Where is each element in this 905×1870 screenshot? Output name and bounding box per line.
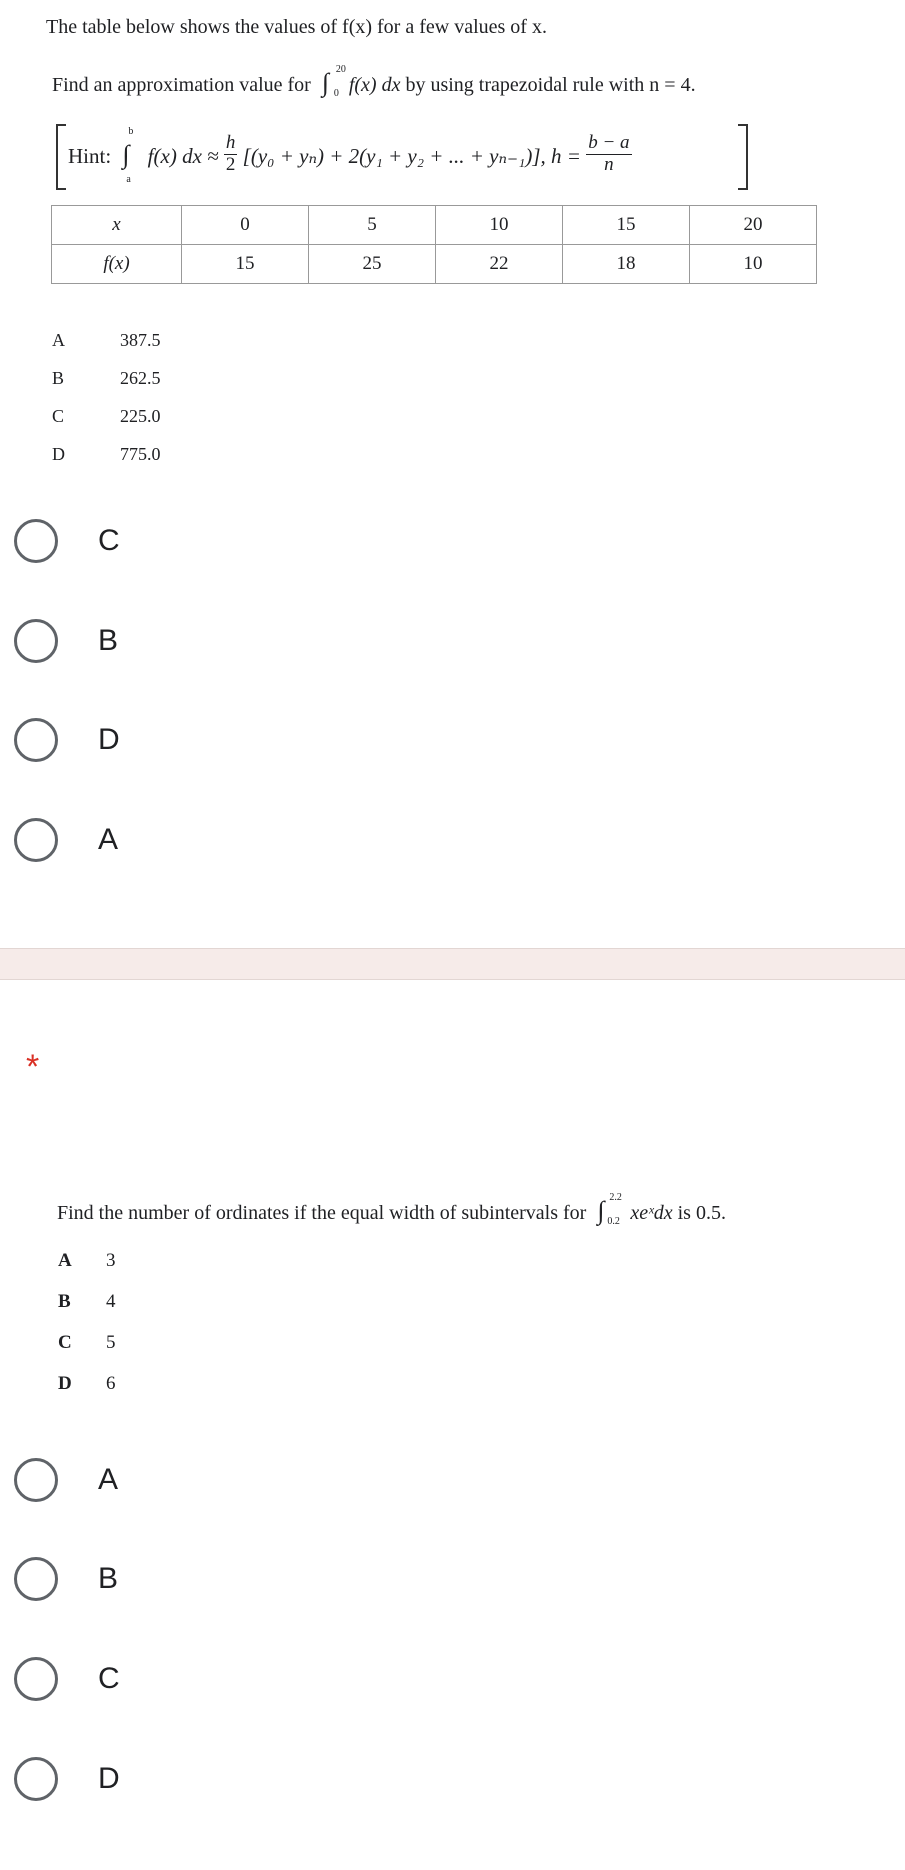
- radio-circle-icon[interactable]: [14, 519, 58, 563]
- x-value: 10: [436, 206, 563, 245]
- choice-value: 4: [106, 1291, 116, 1312]
- radio-circle-icon[interactable]: [14, 718, 58, 762]
- choice-value: 5: [106, 1332, 116, 1353]
- q2-radio-option-d[interactable]: [14, 1753, 120, 1805]
- q2-upper-limit: 2.2: [609, 1192, 622, 1203]
- row-f-label: f(x): [52, 245, 182, 284]
- radio-label: D: [98, 1762, 120, 1795]
- q2-choice-text: [58, 1250, 116, 1272]
- choice-letter: D: [52, 444, 65, 464]
- radio-circle-icon[interactable]: [14, 1557, 58, 1601]
- f-value: 25: [309, 245, 436, 284]
- choice-letter: B: [58, 1291, 71, 1312]
- x-value: 5: [309, 206, 436, 245]
- choice-value: 775.0: [120, 444, 161, 464]
- x-value: 0: [182, 206, 309, 245]
- radio-circle-icon[interactable]: [14, 1757, 58, 1801]
- values-table: [51, 205, 817, 284]
- q1-find-pre: Find an approximation value for: [52, 74, 311, 96]
- section-divider: [0, 948, 905, 980]
- choice-letter: A: [52, 330, 65, 350]
- q2-choice-text: [58, 1332, 116, 1354]
- q1-integral: ∫ 20 0: [321, 64, 346, 99]
- q1-radio-option-d[interactable]: [14, 714, 120, 766]
- q1-choice-text: [52, 368, 161, 389]
- hint-integral: ∫ b a: [122, 126, 134, 185]
- choice-value: 6: [106, 1373, 116, 1394]
- hint-upper-limit: b: [128, 126, 134, 137]
- q1-choice-text: [52, 406, 161, 427]
- choice-letter: D: [58, 1373, 72, 1394]
- x-value: 15: [563, 206, 690, 245]
- radio-label: C: [98, 1662, 120, 1695]
- hint-width-formula: [586, 133, 631, 176]
- q1-upper-limit: 20: [335, 64, 346, 75]
- table-row: [52, 245, 817, 284]
- q1-choice-text: [52, 330, 161, 351]
- q2-radio-option-c[interactable]: [14, 1653, 120, 1705]
- hint-h: h: [225, 131, 236, 153]
- choice-letter: C: [52, 406, 65, 426]
- required-marker: *: [26, 1048, 40, 1086]
- q1-integrand: f(x) dx: [348, 74, 401, 96]
- choice-value: 387.5: [120, 330, 161, 350]
- radio-label: A: [98, 1463, 119, 1496]
- radio-label: C: [98, 524, 120, 557]
- f-value: 15: [182, 245, 309, 284]
- q2-prompt: [57, 1192, 726, 1227]
- q2-integral: ∫ 2.2 0.2: [597, 1192, 622, 1227]
- q2-radio-option-b[interactable]: [14, 1553, 118, 1605]
- q1-radio-option-b[interactable]: [14, 615, 118, 667]
- hint-left-bracket: [56, 124, 66, 190]
- choice-letter: A: [58, 1250, 72, 1271]
- q2-radio-option-a[interactable]: [14, 1454, 118, 1506]
- radio-circle-icon[interactable]: [14, 818, 58, 862]
- hint-rhs: [(y₀ + yₙ) + 2(y₁ + y₂ + ... + yₙ₋₁)], h =: [242, 144, 581, 168]
- f-value: 10: [690, 245, 817, 284]
- q1-radio-option-a[interactable]: [14, 814, 118, 866]
- choice-value: 3: [106, 1250, 116, 1271]
- radio-label: D: [98, 723, 120, 756]
- q1-choice-text: [52, 444, 161, 465]
- q2-find-pre: Find the number of ordinates if the equal width of subintervals for: [57, 1202, 587, 1224]
- choice-value: 262.5: [120, 368, 161, 388]
- q2-integrand: xeˣdx: [630, 1202, 673, 1224]
- q2-choice-text: [58, 1291, 116, 1313]
- radio-circle-icon[interactable]: [14, 1458, 58, 1502]
- hint-denominator: n: [604, 153, 614, 175]
- q1-lower-limit: 0: [333, 88, 339, 99]
- choice-letter: C: [58, 1332, 72, 1353]
- choice-letter: B: [52, 368, 65, 388]
- hint-2: 2: [225, 153, 236, 175]
- hint-right-bracket: [738, 124, 748, 190]
- hint-label: Hint:: [68, 144, 112, 168]
- q2-lower-limit: 0.2: [607, 1216, 620, 1227]
- f-value: 18: [563, 245, 690, 284]
- radio-label: B: [98, 1562, 119, 1595]
- choice-value: 225.0: [120, 406, 161, 426]
- radio-label: B: [98, 624, 119, 657]
- q1-radio-option-c[interactable]: [14, 515, 120, 567]
- hint-numerator: b − a: [588, 131, 630, 153]
- hint: [68, 126, 632, 185]
- hint-lower-limit: a: [126, 174, 131, 185]
- q1-find-post: by using trapezoidal rule with n = 4.: [405, 74, 696, 96]
- q2-find-post: is 0.5.: [677, 1202, 726, 1224]
- radio-circle-icon[interactable]: [14, 1657, 58, 1701]
- hint-h-over-2: [224, 133, 238, 176]
- q2-choice-text: [58, 1373, 116, 1395]
- radio-circle-icon[interactable]: [14, 619, 58, 663]
- radio-label: A: [98, 823, 119, 856]
- x-value: 20: [690, 206, 817, 245]
- q1-intro: The table below shows the values of f(x) for a few values of x.: [46, 16, 547, 38]
- table-row: [52, 206, 817, 245]
- f-value: 22: [436, 245, 563, 284]
- q1-prompt: [52, 64, 696, 99]
- row-x-label: x: [52, 206, 182, 245]
- hint-lhs: f(x) dx ≈: [147, 144, 219, 168]
